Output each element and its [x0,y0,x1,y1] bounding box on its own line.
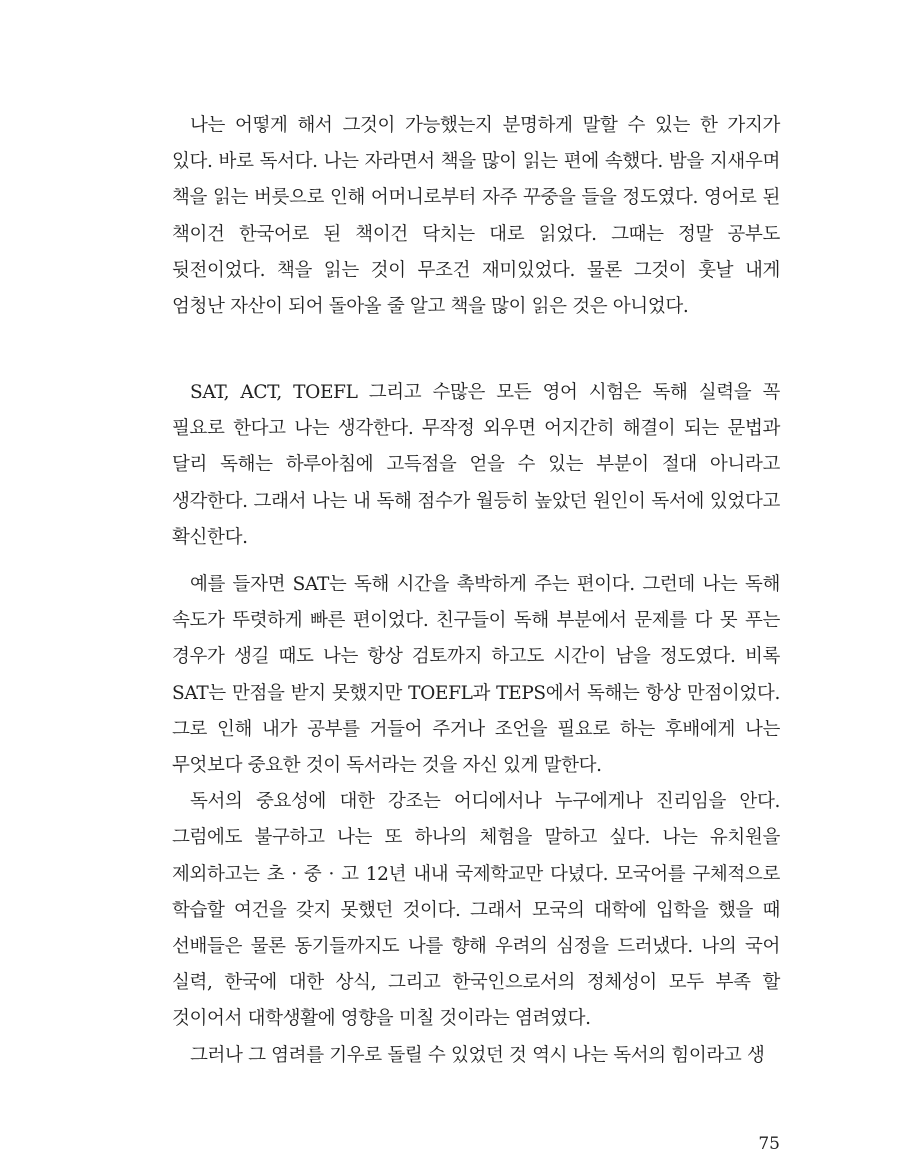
paragraph-importance-of-reading: 독서의 중요성에 대한 강조는 어디에서나 누구에게나 진리임을 안다. 그럼에도 불구하고 나는 또 하나의 체험을 말하고 싶다. 나는 유치원을 제외하고는 초 · 중 · 고 12년 내내 국제학교만 다녔다. 모국어를 구체적으로 학습할 여건을 갖지 못했던 것이다. 그래서 모국의 대학에 입학을 했을 때 선배들은 물론 동기들까지도 나를 향해 우려의 심정을 드러냈다. 나의 국어 실력, 한국에 대한 상식, 그리고 한국인으로서의 정체성이 모두 부족 할 것이어서 대학생활에 영향을 미칠 것이라는 염려였다. [172,791,780,1030]
paragraph-sat-speed: 예를 들자면 SAT는 독해 시간을 촉박하게 주는 편이다. 그런데 나는 독해 속도가 뚜렷하게 빠른 편이었다. 친구들이 독해 부분에서 문제를 다 못 푸는 경우가 생길 때도 나는 항상 검토까지 하고도 시간이 남을 정도였다. 비록 SAT는 만점을 받지 못했지만 TOEFL과 TEPS에서 독해는 항상 만점이었다. 그로 인해 내가 공부를 거들어 주거나 조언을 필요로 하는 후배에게 나는 무엇보다 중요한 것이 독서라는 것을 자신 있게 말한다. [172,574,780,777]
page-number: 75 [758,1134,780,1154]
body-text-continued [172,567,780,1074]
paragraph-english-tests: SAT, ACT, TOEFL 그리고 수많은 모든 영어 시험은 독해 실력을 꼭 필요로 한다고 나는 생각한다. 무작정 외우면 어지간히 해결이 되는 문법과 달리 독해는 하루아침에 고득점을 얻을 수 있는 부분이 절대 아니라고 생각한다. 그래서 나는 내 독해 점수가 월등히 높았던 원인이 독서에 있었다고 확신한다. [172,382,780,548]
paragraph-reading-habit: 나는 어떻게 해서 그것이 가능했는지 분명하게 말할 수 있는 한 가지가 있다. 바로 독서다. 나는 자라면서 책을 많이 읽는 편에 속했다. 밤을 지새우며 책을 읽는 버릇으로 인해 어머니로부터 자주 꾸중을 들을 정도였다. 영어로 된 책이건 한국어로 된 책이건 닥치는 대로 읽었다. 그때는 정말 공부도 뒷전이었다. 책을 읽는 것이 무조건 재미있었다. 물론 그것이 훗날 내게 엄청난 자산이 되어 돌아올 줄 알고 책을 많이 읽은 것은 아니었다. [172,115,780,318]
paragraph-closing-fragment: 그러나 그 염려를 기우로 돌릴 수 있었던 것 역시 나는 독서의 힘이라고 생 [190,1044,765,1066]
